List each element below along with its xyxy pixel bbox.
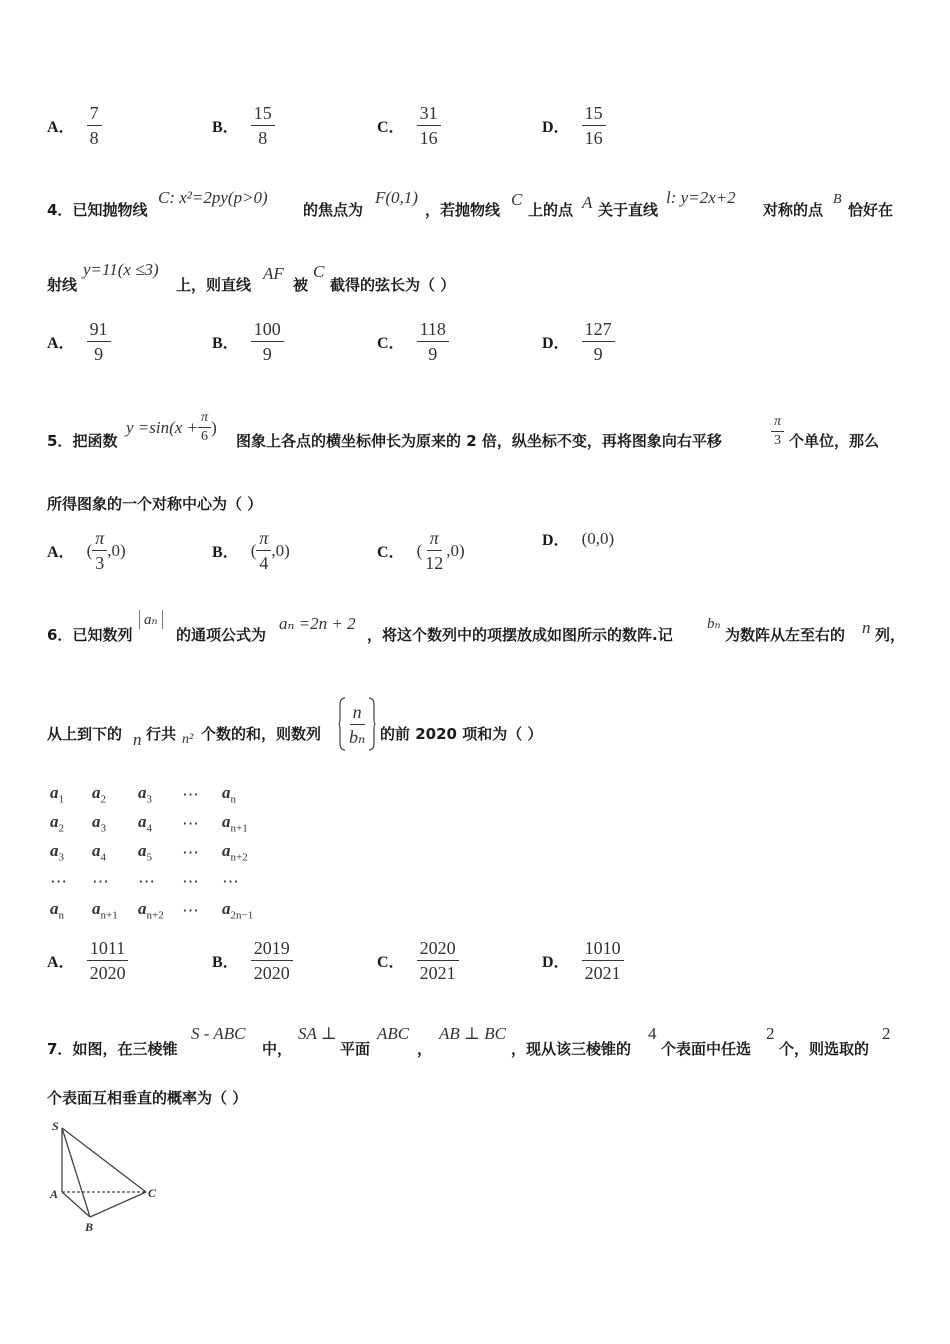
option-a[interactable] xyxy=(47,937,129,984)
vertex-label-C: C xyxy=(148,1186,157,1200)
vertex-label-A: A xyxy=(50,1187,59,1201)
fraction-numerator: 31 xyxy=(417,102,441,126)
q4-text-1: 已知抛物线 xyxy=(72,201,148,219)
fraction-denominator: 12 xyxy=(425,553,444,573)
pyramid-figure xyxy=(44,1116,164,1238)
fraction-denominator: 8 xyxy=(258,128,268,148)
vertex-label-S: S xyxy=(52,1119,59,1133)
option-fraction xyxy=(251,318,284,365)
option-label: A． xyxy=(47,544,75,561)
question-number: 5． xyxy=(47,432,73,450)
question-number: 4． xyxy=(47,201,73,219)
option-b[interactable] xyxy=(212,527,290,574)
fraction-denominator: 16 xyxy=(419,128,438,148)
q7-math-2b: 2 xyxy=(882,1024,891,1043)
matrix-cell: ⋯ xyxy=(182,900,199,920)
open-paren: ( xyxy=(250,540,257,560)
q4-text-7: 恰好在 xyxy=(848,201,894,219)
q4-text-3: ，若抛物线 xyxy=(425,201,501,219)
q5-text-1: 把函数 xyxy=(72,432,118,450)
matrix-cell: $a_{2n-1}$ xyxy=(222,899,254,922)
fraction-numerator: 91 xyxy=(87,318,111,342)
fraction-numerator: 100 xyxy=(251,318,284,342)
matrix-row xyxy=(50,780,272,809)
vertex-label-B: B xyxy=(85,1220,94,1234)
q6-text-2: 的通项公式为 xyxy=(176,626,267,644)
q5-text-3: 个单位，那么 xyxy=(789,432,880,450)
q6-text-4: 为数阵从左至右的 xyxy=(725,626,846,644)
option-label: C． xyxy=(377,119,405,136)
q4-text-10: 被 xyxy=(293,276,309,294)
option-label: D． xyxy=(542,335,570,352)
fraction-numerator: π xyxy=(256,527,271,551)
fraction-denominator: 3 xyxy=(774,433,781,448)
option-label: B． xyxy=(212,544,239,561)
option-label: B． xyxy=(212,954,239,971)
q6-math-ratio-seq xyxy=(338,697,376,751)
option-c[interactable] xyxy=(377,527,465,574)
q7-math-ABC: ABC xyxy=(377,1024,410,1043)
option-fraction xyxy=(417,318,449,365)
fraction-numerator: 15 xyxy=(251,102,275,126)
matrix-cell: ⋯ xyxy=(50,871,67,891)
fraction-denominator: 2020 xyxy=(89,963,126,983)
q4-text-9: 上，则直线 xyxy=(176,276,252,294)
matrix-cell: ⋯ xyxy=(182,813,199,833)
q5-math-func-head: y =sin(x + xyxy=(126,417,199,437)
q7-text-1: 如图，在三棱锥 xyxy=(72,1040,178,1058)
option-label: A． xyxy=(47,954,75,971)
option-fraction xyxy=(87,102,102,149)
matrix-row xyxy=(50,896,272,925)
q6-math-n: n xyxy=(862,618,871,637)
matrix-cell: $a_4$ xyxy=(92,841,106,864)
option-c[interactable] xyxy=(377,102,441,149)
option-a[interactable] xyxy=(47,318,111,365)
q4-math-focus: F(0,1) xyxy=(375,188,418,207)
q6-text-1: 已知数列 xyxy=(72,626,133,644)
q7-text-6: 个表面中任选 xyxy=(661,1040,752,1058)
matrix-cell: $a_n$ xyxy=(50,899,64,922)
q4-math-AF: AF xyxy=(263,264,284,283)
q5-math-func-frac xyxy=(198,410,211,445)
matrix-cell: $a_3$ xyxy=(138,783,152,806)
q5-shift-frac xyxy=(771,414,784,449)
q4-text-6: 对称的点 xyxy=(763,201,824,219)
q7-text-5: ，现从该三棱锥的 xyxy=(511,1040,632,1058)
option-b[interactable] xyxy=(212,102,275,149)
matrix-cell: $a_{n+2}$ xyxy=(138,899,164,922)
matrix-cell: $a_2$ xyxy=(92,783,106,806)
matrix-row xyxy=(50,809,272,838)
matrix-row xyxy=(50,867,272,896)
matrix-cell: $a_3$ xyxy=(50,841,64,864)
fraction-numerator: 127 xyxy=(582,318,615,342)
option-fraction xyxy=(256,527,271,574)
matrix-cell: ⋯ xyxy=(92,871,109,891)
fraction-numerator: 2019 xyxy=(251,937,293,961)
option-label: B． xyxy=(212,335,239,352)
option-fraction xyxy=(582,937,624,984)
q6-text-7: 行共 xyxy=(146,725,177,743)
question-6-line-1 xyxy=(47,624,132,645)
q6-ratio-frac xyxy=(346,701,368,748)
edge-BC xyxy=(90,1192,146,1217)
q7-math-pyramid: S - ABC xyxy=(191,1024,246,1043)
fraction-denominator: 4 xyxy=(259,553,269,573)
q5-text-4: 所得图象的一个对称中心为（ ） xyxy=(47,495,263,513)
q6-math-b: bₙ xyxy=(707,616,721,632)
fraction-numerator: 2020 xyxy=(417,937,459,961)
fraction-numerator: π xyxy=(92,527,107,551)
matrix-cell: $a_2$ xyxy=(50,812,64,835)
fraction-numerator: π xyxy=(427,527,442,551)
option-label: A． xyxy=(47,119,75,136)
option-label: C． xyxy=(377,335,405,352)
matrix-cell: ⋯ xyxy=(182,842,199,862)
option-a[interactable] xyxy=(47,527,126,574)
q4-math-A: A xyxy=(582,193,593,212)
q4-text-8: 射线 xyxy=(47,276,78,294)
open-paren: ( xyxy=(86,540,93,560)
q6-math-sequence: aₙ xyxy=(139,610,163,629)
option-fraction xyxy=(582,102,606,149)
matrix-cell: ⋯ xyxy=(138,871,155,891)
fraction-denominator: 2021 xyxy=(584,963,621,983)
option-fraction xyxy=(422,527,446,574)
matrix-cell: $a_{n+1}$ xyxy=(92,899,118,922)
fraction-numerator: n xyxy=(350,701,365,725)
option-fraction xyxy=(251,102,275,149)
q7-text-2: 中， xyxy=(262,1040,293,1058)
q4-text-5: 关于直线 xyxy=(598,201,659,219)
matrix-cell: $a_{n+2}$ xyxy=(222,841,248,864)
option-fraction xyxy=(417,102,441,149)
left-brace-icon xyxy=(338,697,346,751)
q7-text-3: 平面 xyxy=(340,1040,371,1058)
fraction-denominator: 9 xyxy=(428,344,438,364)
option-c[interactable] xyxy=(377,937,459,984)
fraction-denominator: 9 xyxy=(94,344,104,364)
matrix-cell: $a_3$ xyxy=(92,812,106,835)
fraction-denominator: 16 xyxy=(584,128,603,148)
q6-math-formula: aₙ =2n + 2 xyxy=(279,614,356,633)
option-fraction xyxy=(87,937,129,984)
q4-text-4: 上的点 xyxy=(528,201,574,219)
question-5-line-1 xyxy=(47,430,117,451)
option-label: B． xyxy=(212,119,239,136)
option-label: A． xyxy=(47,335,75,352)
fraction-denominator: 2020 xyxy=(253,963,290,983)
q7-text-4: ， xyxy=(417,1040,433,1058)
matrix-cell: $a_4$ xyxy=(138,812,152,835)
option-tail: ,0) xyxy=(446,540,465,560)
option-label: D． xyxy=(542,954,570,971)
option-value: (0,0) xyxy=(581,528,615,548)
q7-math-ABBC: AB ⊥ BC xyxy=(439,1024,506,1043)
fraction-denominator: 2021 xyxy=(419,963,456,983)
option-tail: ,0) xyxy=(107,540,126,560)
option-label: C． xyxy=(377,954,405,971)
option-d[interactable] xyxy=(542,102,606,149)
q7-math-2: 2 xyxy=(766,1024,775,1043)
matrix-cell: ⋯ xyxy=(222,871,239,891)
fraction-numerator: π xyxy=(771,414,784,432)
q4-math-line: l: y=2x+2 xyxy=(666,188,736,207)
matrix-cell: $a_{n+1}$ xyxy=(222,812,248,835)
right-brace-icon xyxy=(368,697,376,751)
option-label: C． xyxy=(377,544,405,561)
matrix-cell: ⋯ xyxy=(182,784,199,804)
q4-math-ray: y=11(x ≤3) xyxy=(83,260,159,279)
q4-math-C2: C xyxy=(313,262,325,281)
fraction-numerator: 1011 xyxy=(87,937,128,961)
question-number: 6． xyxy=(47,626,73,644)
fraction-denominator: 9 xyxy=(262,344,272,364)
q4-math-C: C xyxy=(511,190,523,209)
option-tail: ,0) xyxy=(271,540,290,560)
fraction-numerator: π xyxy=(198,410,211,428)
option-b[interactable] xyxy=(212,318,284,365)
option-label: D． xyxy=(542,119,570,136)
q5-math-shift xyxy=(771,410,784,449)
option-fraction xyxy=(92,527,107,574)
fraction-numerator: 1010 xyxy=(582,937,624,961)
open-paren: ( xyxy=(416,540,423,560)
q5-math-func-close: ) xyxy=(211,417,217,437)
option-a[interactable] xyxy=(47,102,102,149)
question-number: 7． xyxy=(47,1040,73,1058)
matrix-row xyxy=(50,838,272,867)
q7-math-SA: SA ⊥ xyxy=(298,1024,337,1043)
q6-text-8: 个数的和，则数列 xyxy=(201,725,322,743)
option-fraction xyxy=(417,937,459,984)
matrix-cell: $a_1$ xyxy=(50,783,64,806)
option-fraction xyxy=(582,318,615,365)
question-7-line-1 xyxy=(47,1038,177,1059)
option-d[interactable] xyxy=(542,937,624,984)
q6-math-nsq: n² xyxy=(182,732,194,747)
fraction-denominator: bₙ xyxy=(349,726,366,747)
option-d[interactable] xyxy=(542,527,614,550)
fraction-denominator: 3 xyxy=(95,553,105,573)
number-matrix xyxy=(50,780,272,925)
fraction-denominator: 6 xyxy=(201,429,209,444)
fraction-denominator: 9 xyxy=(593,344,603,364)
q4-math-B: B xyxy=(833,192,842,207)
fraction-numerator: 7 xyxy=(87,102,102,126)
option-d[interactable] xyxy=(542,318,615,365)
q6-text-5: 列， xyxy=(875,626,906,644)
option-label: D． xyxy=(542,532,570,549)
q4-text-11: 截得的弦长为（ ） xyxy=(330,276,456,294)
matrix-cell: $a_n$ xyxy=(222,783,236,806)
fraction-numerator: 118 xyxy=(417,318,449,342)
fraction-numerator: 15 xyxy=(582,102,606,126)
fraction-denominator: 8 xyxy=(89,128,99,148)
option-fraction xyxy=(87,318,111,365)
option-b[interactable] xyxy=(212,937,293,984)
q7-text-7: 个，则选取的 xyxy=(779,1040,870,1058)
question-4-line-1 xyxy=(47,199,147,220)
q4-math-parabola: C: x²=2py(p>0) xyxy=(158,188,268,207)
q7-text-8: 个表面互相垂直的概率为（ ） xyxy=(47,1089,248,1107)
q4-text-2: 的焦点为 xyxy=(303,201,364,219)
q6-text-9: 的前 2020 项和为（ ） xyxy=(380,725,543,743)
q5-text-2: 图象上各点的横坐标伸长为原来的 2 倍，纵坐标不变，再将图象向右平移 xyxy=(236,432,722,450)
q6-math-n2: n xyxy=(133,730,142,749)
matrix-cell: $a_5$ xyxy=(138,841,152,864)
edge-SC xyxy=(62,1128,146,1192)
q7-math-4: 4 xyxy=(648,1024,657,1043)
q6-text-6: 从上到下的 xyxy=(47,725,123,743)
matrix-cell: ⋯ xyxy=(182,871,199,891)
option-c[interactable] xyxy=(377,318,449,365)
option-fraction xyxy=(251,937,293,984)
q5-math-function xyxy=(126,410,217,445)
q6-text-3: ，将这个数列中的项摆放成如图所示的数阵.记 xyxy=(367,626,673,644)
